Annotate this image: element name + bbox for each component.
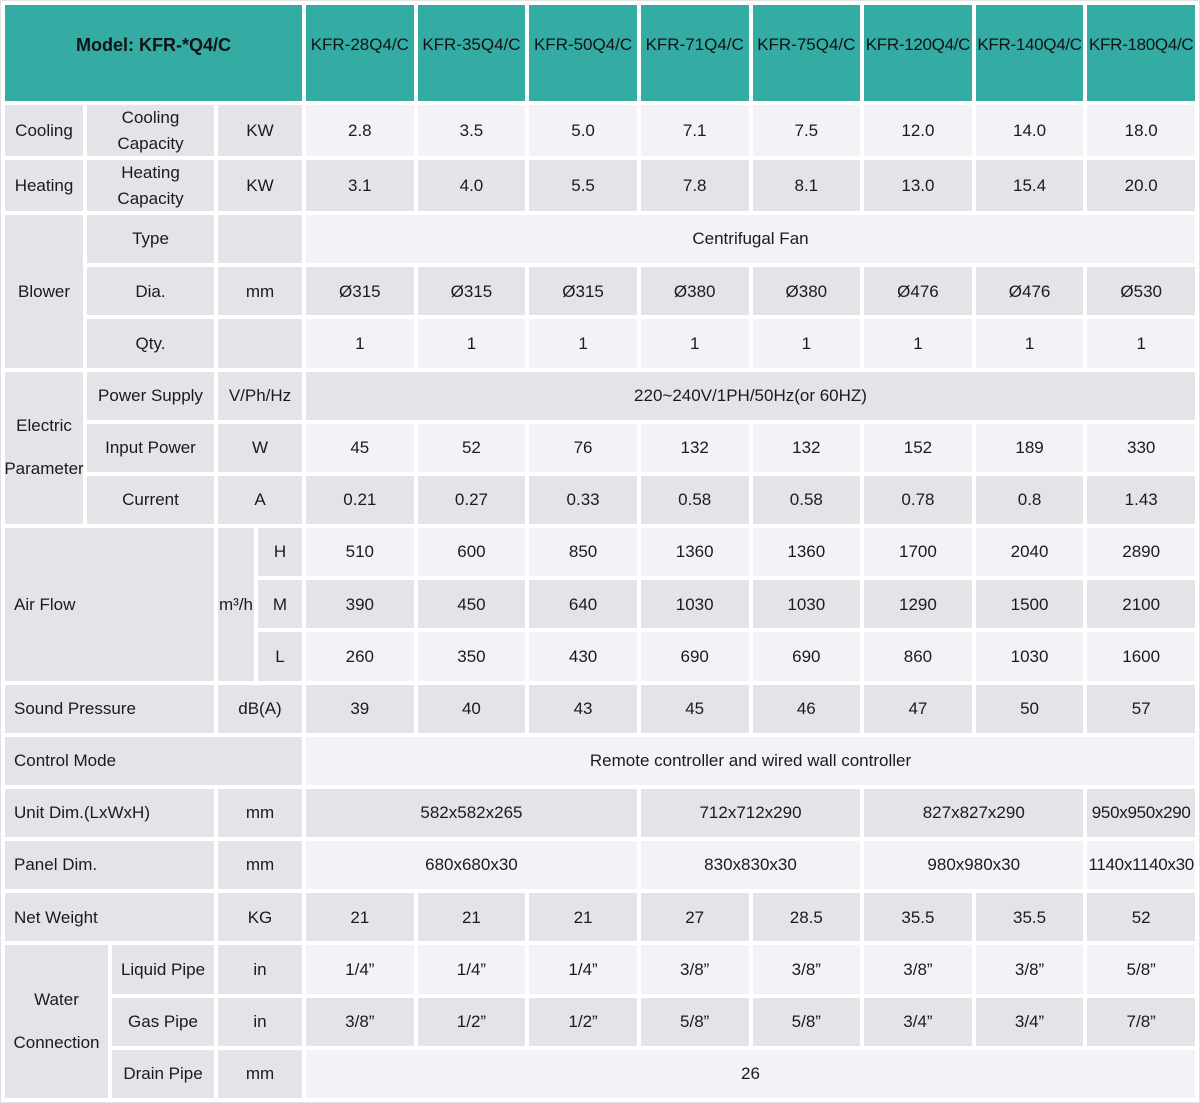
spec-value: Ø380 <box>641 267 749 315</box>
spec-value: 1 <box>306 319 414 367</box>
spec-value: 1600 <box>1087 632 1195 680</box>
spec-value: 1/2” <box>529 998 637 1046</box>
spec-value: 860 <box>864 632 972 680</box>
spec-value-span: 980x980x30 <box>864 841 1083 889</box>
spec-label: Heating Capacity <box>87 160 214 211</box>
spec-value-span: 680x680x30 <box>306 841 637 889</box>
unit-label: V/Ph/Hz <box>218 372 302 420</box>
spec-value: 0.33 <box>529 476 637 524</box>
spec-label: Cooling Capacity <box>87 105 214 156</box>
spec-value-span: 950x950x290 <box>1087 789 1195 837</box>
spec-value: 189 <box>976 424 1084 472</box>
spec-label: Type <box>87 215 214 263</box>
spec-value: 52 <box>418 424 526 472</box>
spec-value: 1 <box>864 319 972 367</box>
spec-value: 0.21 <box>306 476 414 524</box>
row-group-label: Control Mode <box>5 737 302 785</box>
model-column-header: KFR-140Q4/C <box>976 5 1084 101</box>
spec-value: 690 <box>753 632 861 680</box>
empty-unit-cell <box>218 215 302 263</box>
spec-value: 3/8” <box>641 945 749 993</box>
spec-value: 640 <box>529 580 637 628</box>
spec-value-span: Centrifugal Fan <box>306 215 1195 263</box>
spec-label: Power Supply <box>87 372 214 420</box>
spec-value: 1/4” <box>306 945 414 993</box>
spec-value: 1290 <box>864 580 972 628</box>
spec-value: Ø476 <box>864 267 972 315</box>
row-group-label: Unit Dim.(LxWxH) <box>5 789 214 837</box>
model-column-header: KFR-50Q4/C <box>529 5 637 101</box>
spec-value-span: Remote controller and wired wall controller <box>306 737 1195 785</box>
spec-value-span: 220~240V/1PH/50Hz(or 60HZ) <box>306 372 1195 420</box>
spec-value: 76 <box>529 424 637 472</box>
spec-value: 2.8 <box>306 105 414 156</box>
spec-value: 39 <box>306 685 414 733</box>
row-group-label: Air Flow <box>5 528 214 681</box>
unit-label: in <box>218 945 302 993</box>
spec-table-grid <box>5 5 1195 1098</box>
spec-value: 1500 <box>976 580 1084 628</box>
spec-value-span: 827x827x290 <box>864 789 1083 837</box>
spec-value: 3/8” <box>976 945 1084 993</box>
spec-value: 46 <box>753 685 861 733</box>
spec-value: 18.0 <box>1087 105 1195 156</box>
model-column-header: KFR-28Q4/C <box>306 5 414 101</box>
spec-value: Ø476 <box>976 267 1084 315</box>
spec-value: 2040 <box>976 528 1084 576</box>
spec-value: 7/8” <box>1087 998 1195 1046</box>
spec-value: 1360 <box>753 528 861 576</box>
spec-value: 15.4 <box>976 160 1084 211</box>
spec-value: 3/8” <box>864 945 972 993</box>
spec-value: 152 <box>864 424 972 472</box>
unit-label: W <box>218 424 302 472</box>
spec-value: 40 <box>418 685 526 733</box>
spec-value: 510 <box>306 528 414 576</box>
spec-value: 3.1 <box>306 160 414 211</box>
spec-value: 0.58 <box>641 476 749 524</box>
spec-value: 350 <box>418 632 526 680</box>
model-column-header: KFR-180Q4/C <box>1087 5 1195 101</box>
row-group-label: Panel Dim. <box>5 841 214 889</box>
row-group-label: Cooling <box>5 105 83 156</box>
spec-value: 0.58 <box>753 476 861 524</box>
spec-value: 1/4” <box>529 945 637 993</box>
unit-label: A <box>218 476 302 524</box>
spec-value: 21 <box>418 893 526 941</box>
row-group-label: Net Weight <box>5 893 214 941</box>
spec-value: 27 <box>641 893 749 941</box>
spec-value: Ø530 <box>1087 267 1195 315</box>
spec-value: 43 <box>529 685 637 733</box>
spec-value: 20.0 <box>1087 160 1195 211</box>
spec-value: 1 <box>418 319 526 367</box>
spec-label: Input Power <box>87 424 214 472</box>
spec-value: 12.0 <box>864 105 972 156</box>
spec-value: 450 <box>418 580 526 628</box>
spec-label: Current <box>87 476 214 524</box>
spec-value: 45 <box>641 685 749 733</box>
spec-value: 1030 <box>641 580 749 628</box>
unit-label: KG <box>218 893 302 941</box>
spec-value-span: 1140x1140x30 <box>1087 841 1195 889</box>
model-column-header: KFR-71Q4/C <box>641 5 749 101</box>
unit-label: KW <box>218 105 302 156</box>
spec-value: 1/4” <box>418 945 526 993</box>
empty-unit-cell <box>218 319 302 367</box>
spec-value: 50 <box>976 685 1084 733</box>
unit-label: m³/h <box>218 528 254 681</box>
spec-value: 3/4” <box>864 998 972 1046</box>
spec-value: 5/8” <box>753 998 861 1046</box>
spec-label: Drain Pipe <box>112 1050 214 1098</box>
spec-value: 8.1 <box>753 160 861 211</box>
row-group-label: Water Connection <box>5 945 108 1098</box>
spec-value: Ø315 <box>418 267 526 315</box>
spec-value: 52 <box>1087 893 1195 941</box>
spec-value: 1 <box>529 319 637 367</box>
spec-value: 13.0 <box>864 160 972 211</box>
spec-value-span: 582x582x265 <box>306 789 637 837</box>
spec-value: 330 <box>1087 424 1195 472</box>
spec-value: 21 <box>529 893 637 941</box>
spec-value: 132 <box>641 424 749 472</box>
spec-value: 1 <box>1087 319 1195 367</box>
spec-value: 1700 <box>864 528 972 576</box>
spec-value: 3/8” <box>753 945 861 993</box>
model-column-header: KFR-120Q4/C <box>864 5 972 101</box>
spec-value: 1 <box>641 319 749 367</box>
spec-value: 1/2” <box>418 998 526 1046</box>
model-column-header: KFR-35Q4/C <box>418 5 526 101</box>
unit-label: mm <box>218 789 302 837</box>
spec-value: Ø380 <box>753 267 861 315</box>
unit-label: mm <box>218 267 302 315</box>
spec-value: 2100 <box>1087 580 1195 628</box>
spec-value-span: 26 <box>306 1050 1195 1098</box>
spec-value: 0.8 <box>976 476 1084 524</box>
spec-value: 5/8” <box>1087 945 1195 993</box>
spec-value: 21 <box>306 893 414 941</box>
spec-value: 690 <box>641 632 749 680</box>
model-column-header: KFR-75Q4/C <box>753 5 861 101</box>
spec-value: 45 <box>306 424 414 472</box>
spec-value: 1.43 <box>1087 476 1195 524</box>
row-group-label: Blower <box>5 215 83 368</box>
unit-label: KW <box>218 160 302 211</box>
spec-value: 5.5 <box>529 160 637 211</box>
spec-value: 7.5 <box>753 105 861 156</box>
spec-value: 850 <box>529 528 637 576</box>
unit-label: in <box>218 998 302 1046</box>
spec-label: Qty. <box>87 319 214 367</box>
spec-value: 3/4” <box>976 998 1084 1046</box>
spec-value: 132 <box>753 424 861 472</box>
spec-value-span: 830x830x30 <box>641 841 860 889</box>
spec-value: Ø315 <box>306 267 414 315</box>
subrow-label: H <box>258 528 302 576</box>
spec-value: 1360 <box>641 528 749 576</box>
subrow-label: M <box>258 580 302 628</box>
model-header-cell: Model: KFR-*Q4/C <box>5 5 302 101</box>
spec-value: 1030 <box>753 580 861 628</box>
row-group-label: Heating <box>5 160 83 211</box>
spec-value: 0.27 <box>418 476 526 524</box>
spec-value: 7.1 <box>641 105 749 156</box>
spec-value: 600 <box>418 528 526 576</box>
spec-value: 7.8 <box>641 160 749 211</box>
spec-value: 28.5 <box>753 893 861 941</box>
spec-value: 47 <box>864 685 972 733</box>
spec-value: 4.0 <box>418 160 526 211</box>
subrow-label: L <box>258 632 302 680</box>
spec-value: 5/8” <box>641 998 749 1046</box>
spec-value: 57 <box>1087 685 1195 733</box>
spec-value: 430 <box>529 632 637 680</box>
spec-value: 1 <box>976 319 1084 367</box>
spec-value: 35.5 <box>976 893 1084 941</box>
row-group-label: Sound Pressure <box>5 685 214 733</box>
spec-value: 390 <box>306 580 414 628</box>
spec-value: 3.5 <box>418 105 526 156</box>
spec-value: 35.5 <box>864 893 972 941</box>
unit-label: dB(A) <box>218 685 302 733</box>
spec-value-span: 712x712x290 <box>641 789 860 837</box>
spec-value: Ø315 <box>529 267 637 315</box>
spec-value: 1030 <box>976 632 1084 680</box>
spec-label: Gas Pipe <box>112 998 214 1046</box>
spec-value: 2890 <box>1087 528 1195 576</box>
spec-value: 0.78 <box>864 476 972 524</box>
spec-value: 3/8” <box>306 998 414 1046</box>
row-group-label: Electric Parameter <box>5 372 83 525</box>
spec-value: 14.0 <box>976 105 1084 156</box>
unit-label: mm <box>218 841 302 889</box>
spec-label: Liquid Pipe <box>112 945 214 993</box>
spec-value: 5.0 <box>529 105 637 156</box>
spec-value: 260 <box>306 632 414 680</box>
spec-label: Dia. <box>87 267 214 315</box>
unit-label: mm <box>218 1050 302 1098</box>
spec-value: 1 <box>753 319 861 367</box>
